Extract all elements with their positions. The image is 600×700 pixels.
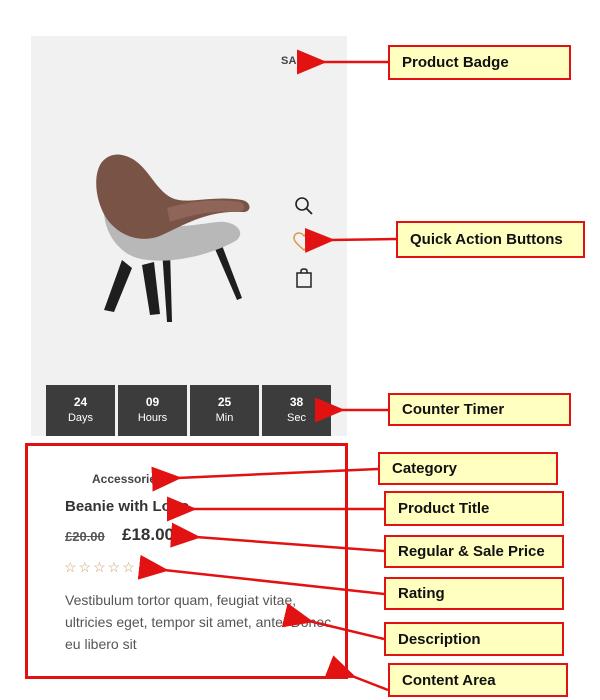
timer-minutes-label: Min xyxy=(215,412,234,424)
timer-seconds-label: Sec xyxy=(287,412,306,424)
callout-counter-timer-text: Counter Timer xyxy=(402,401,505,418)
arrow-rating xyxy=(164,570,384,594)
callout-quick-actions xyxy=(396,221,585,258)
callout-product-badge-text: Product Badge xyxy=(402,54,509,71)
arrow-quick-actions xyxy=(330,239,396,240)
timer-days-label: Days xyxy=(67,412,94,424)
callout-quick-actions-text: Quick Action Buttons xyxy=(410,231,563,248)
sale-price: £18.00 xyxy=(122,525,174,544)
arrow-price xyxy=(196,537,384,551)
callout-rating-text: Rating xyxy=(398,585,445,602)
callout-counter-timer xyxy=(388,393,571,426)
regular-price: £20.00 xyxy=(65,529,105,544)
product-category[interactable]: Accessories xyxy=(92,472,163,486)
callout-rating xyxy=(384,577,564,610)
product-badge: SALE! xyxy=(281,55,315,67)
callout-price-text: Regular & Sale Price xyxy=(398,543,545,560)
arrow-content-area xyxy=(352,676,388,690)
callout-product-title-text: Product Title xyxy=(398,500,490,517)
arrow-description xyxy=(309,621,384,639)
callout-content-area-text: Content Area xyxy=(402,671,496,689)
arrow-category xyxy=(177,469,378,478)
callout-category xyxy=(378,452,558,485)
timer-minutes-value: 25 xyxy=(217,395,232,409)
timer-hours-label: Hours xyxy=(137,412,168,424)
callout-product-badge xyxy=(388,45,571,80)
timer-seconds-value: 38 xyxy=(289,395,304,409)
callout-category-text: Category xyxy=(392,460,458,477)
timer-days-value: 24 xyxy=(73,395,88,409)
callout-description-text: Description xyxy=(398,630,481,648)
callout-product-title xyxy=(384,491,564,526)
product-description: Vestibulum tortor quam, feugiat vitae, ultricies eget, tempor sit amet, ante. Donec eu libero sit xyxy=(65,592,332,652)
callout-price xyxy=(384,535,564,568)
rating-stars: ☆☆☆☆☆ xyxy=(64,559,137,575)
callout-content-area xyxy=(388,663,568,697)
product-title[interactable]: Beanie with Logo xyxy=(65,498,190,515)
timer-hours-value: 09 xyxy=(145,395,160,409)
callout-description xyxy=(384,622,564,656)
